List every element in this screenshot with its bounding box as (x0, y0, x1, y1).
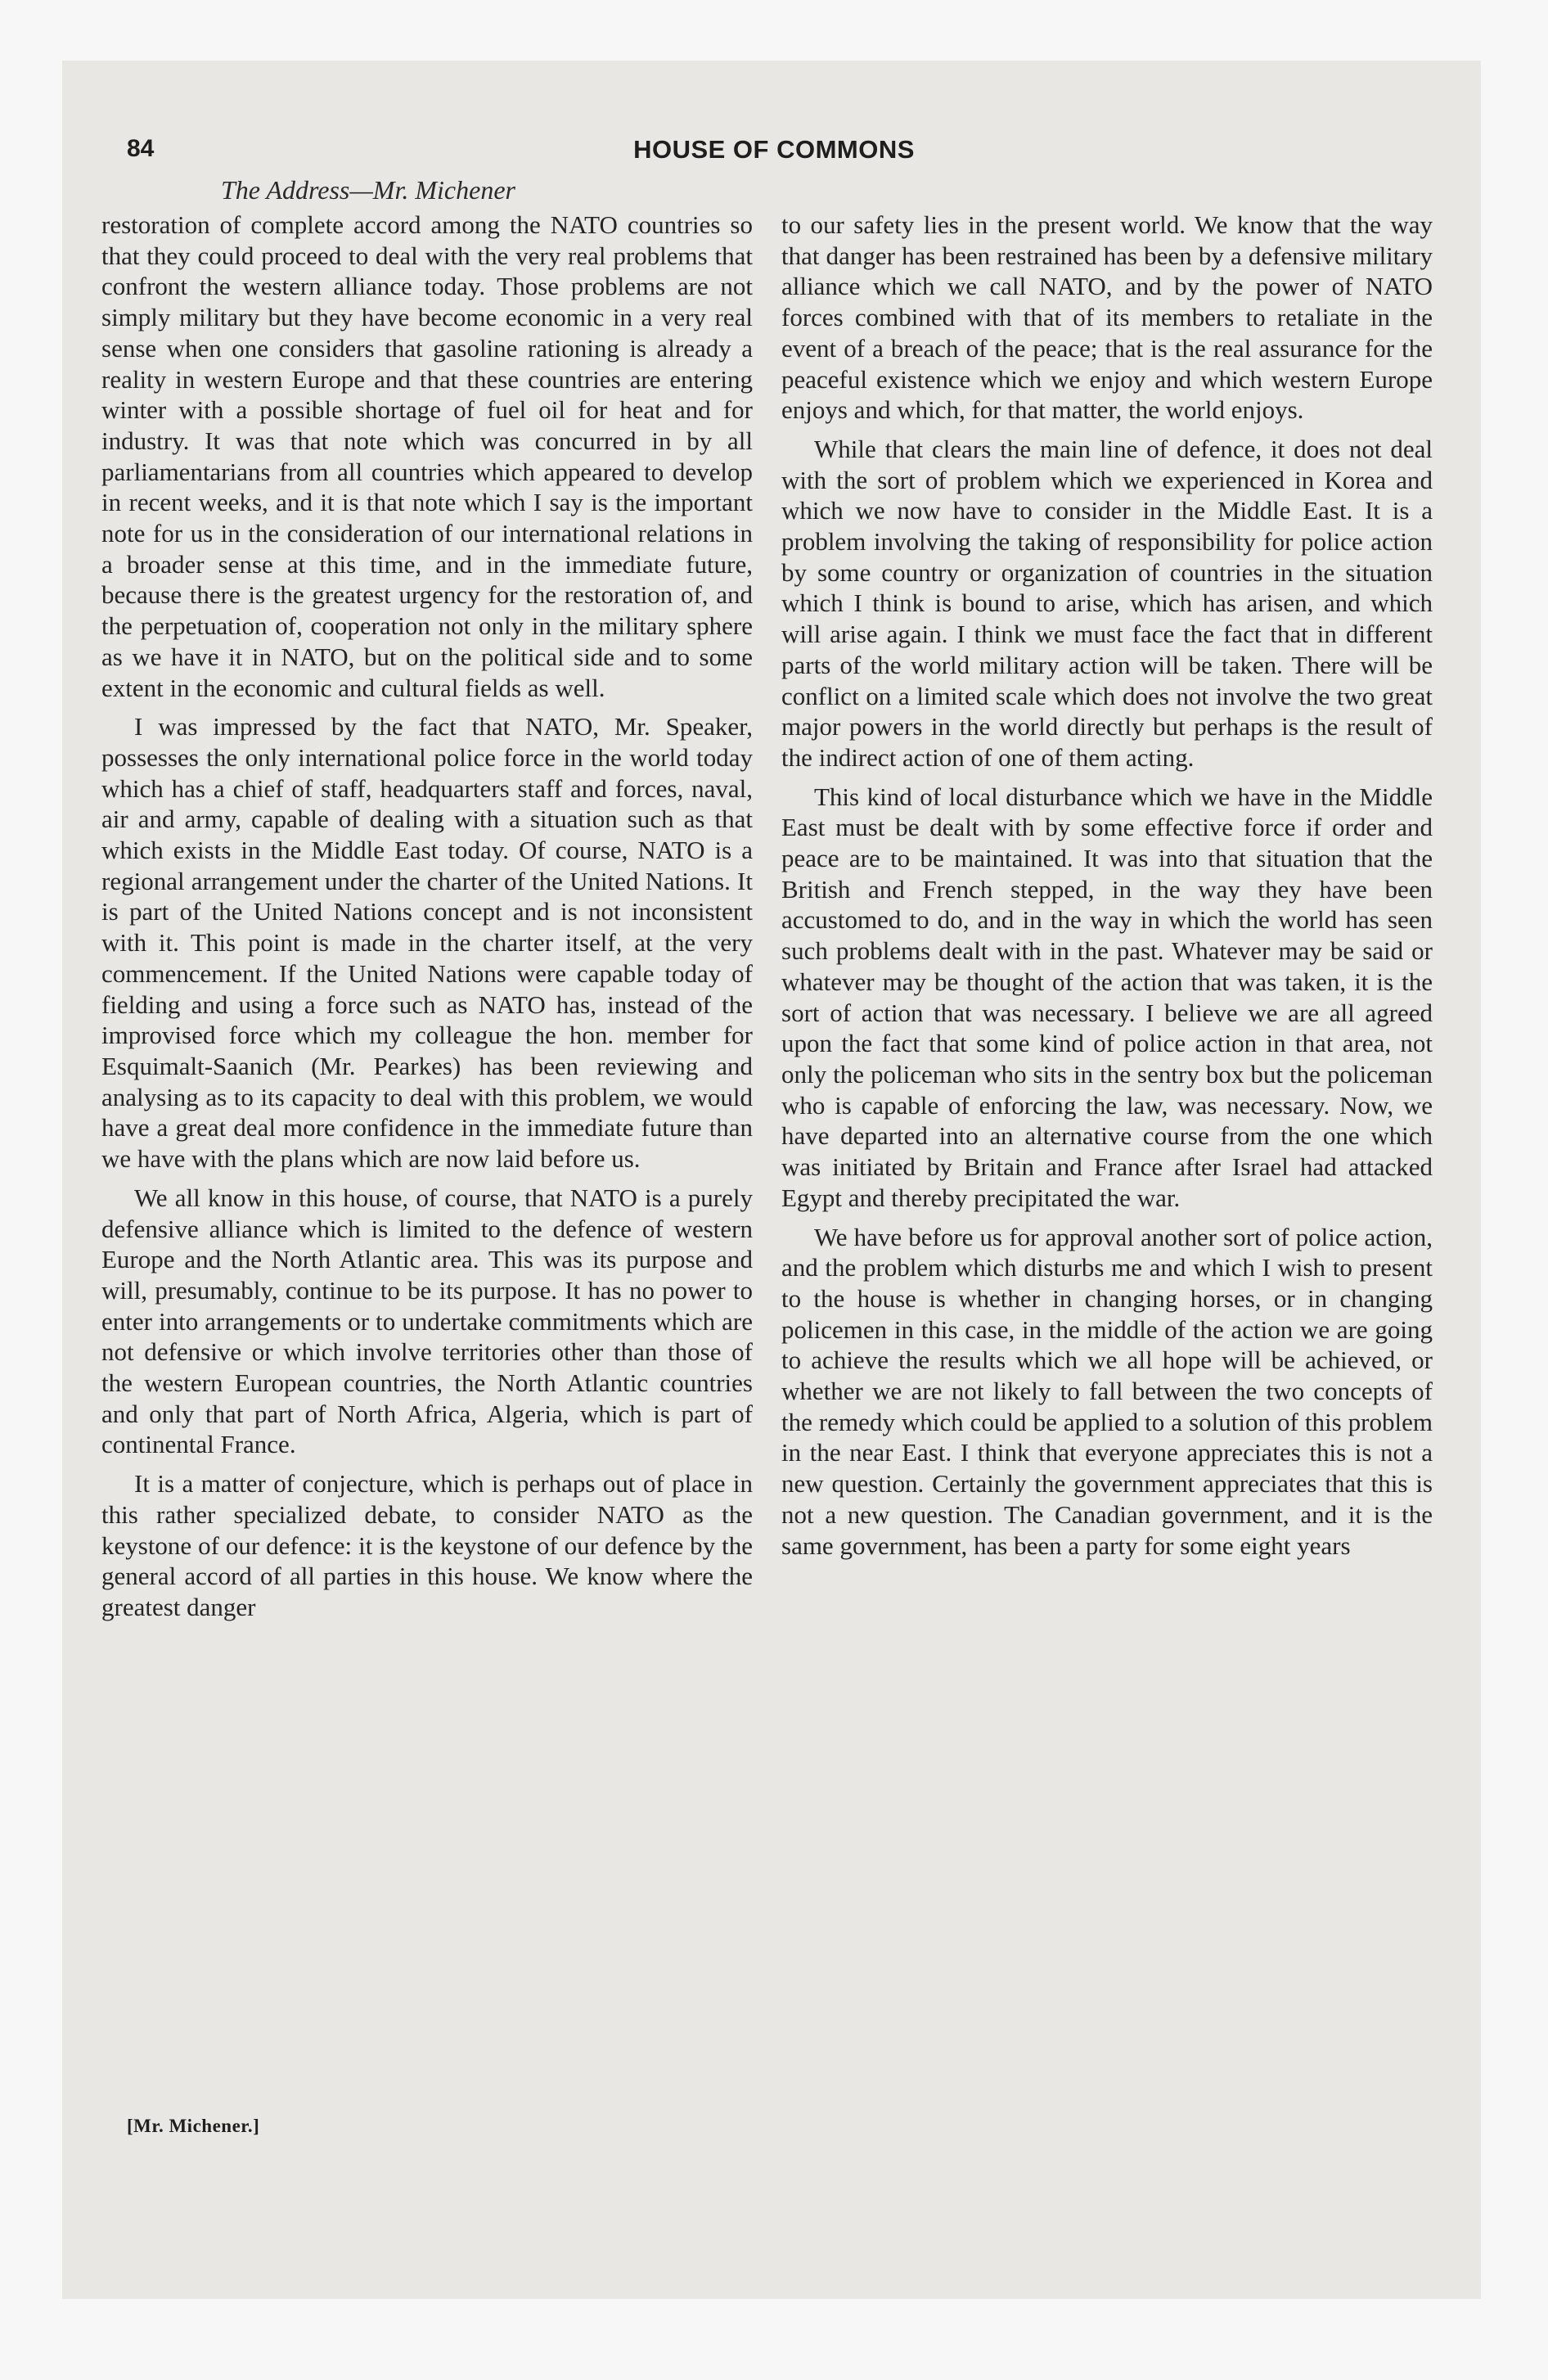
paragraph: to our safety lies in the present world. We know that the way that danger has been restrained has been by a defensive military alliance which we call NATO, and by the power of NATO forces combined with that of its members to retaliate in the event of a breach of the peace; that is the real assurance for the peaceful existence which we enjoy and which western Europe enjoys and which, for that matter, the world enjoys. (781, 210, 1433, 425)
speaker-footer: [Mr. Michener.] (127, 2116, 260, 2136)
running-head: HOUSE OF COMMONS (633, 135, 915, 164)
paragraph: We all know in this house, of course, that NATO is a purely defensive alliance which is limited to the defence of western Europe and the North Atlantic area. This was its purpose and will, presumably, continue to be its purpose. It has no power to enter into arrangements or to undertake commitments which are not defensive or which involve territories other than those of the western European countries, the North Atlantic countries and only that part of North Africa, Algeria, which is part of continental France. (101, 1183, 753, 1459)
section-subtitle: The Address—Mr. Michener (221, 175, 515, 205)
paragraph: While that clears the main line of defence, it does not deal with the sort of problem which we experienced in Korea and which we now have to consider in the Middle East. It is a problem involving the taking of responsibility for police action by some country or organization of countries in the situation which I think is bound to arise, which has arisen, and which will arise again. I think we must face the fact that in different parts of the world military action will be taken. There will be conflict on a limited scale which does not involve the two great major powers in the world directly but perhaps is the result of the indirect action of one of them acting. (781, 434, 1433, 772)
right-column (781, 210, 1433, 1569)
paragraph: We have before us for approval another sort of police action, and the problem which disturbs me and which I wish to present to the house is whether in changing horses, or in changing policemen in this case, in the middle of the action we are going to achieve the results which we all hope will be achieved, or whether we are not likely to fall between the two concepts of the remedy which could be applied to a solution of this problem in the near East. I think that everyone appreciates this is not a new question. Certainly the government appreciates that this is not a new question. The Canadian government, and it is the same government, has been a party for some eight years (781, 1222, 1433, 1560)
paragraph: This kind of local disturbance which we have in the Middle East must be dealt with by some effective force if order and peace are to be maintained. It was into that situation that the British and French stepped, in the way they have been accustomed to do, and in the way in which the world has seen such problems dealt with in the past. Whatever may be said or whatever may be thought of the action that was taken, it is the sort of action that was necessary. I believe we are all agreed upon the fact that some kind of police action in that area, not only the policeman who sits in the sentry box but the policeman who is capable of enforcing the law, was necessary. Now, we have departed into an alternative course from the one which was initiated by Britain and France after Israel had attacked Egypt and thereby precipitated the war. (781, 782, 1433, 1212)
paragraph: It is a matter of conjecture, which is perhaps out of place in this rather specialized debate, to consider NATO as the keystone of our defence: it is the keystone of our defence by the general accord of all parties in this house. We know where the greatest danger (101, 1469, 753, 1621)
left-column (101, 210, 753, 1631)
paragraph: restoration of complete accord among the NATO countries so that they could proceed to deal with the very real problems that confront the western alliance today. Those problems are not simply military but they have become economic in a very real sense when one considers that gasoline rationing is already a reality in western Europe and that these countries are entering winter with a possible shortage of fuel oil for heat and for industry. It was that note which was concurred in by all parliamentarians from all countries which appeared to develop in recent weeks, and it is that note which I say is the important note for us in the consideration of our international relations in a broader sense at this time, and in the immediate future, because there is the greatest urgency for the restoration of, and the perpetuation of, cooperation not only in the military sphere as we have it in NATO, but on the political side and to some extent in the economic and cultural fields as well. (101, 210, 753, 702)
paragraph: I was impressed by the fact that NATO, Mr. Speaker, possesses the only international police force in the world today which has a chief of staff, headquarters staff and forces, naval, air and army, capable of dealing with a situation such as that which exists in the Middle East today. Of course, NATO is a regional arrangement under the charter of the United Nations. It is part of the United Nations concept and is not inconsistent with it. This point is made in the charter itself, at the very commencement. If the United Nations were capable today of fielding and using a force such as NATO has, instead of the improvised force which my colleague the hon. member for Esquimalt-Saanich (Mr. Pearkes) has been reviewing and analysing as to its capacity to deal with this problem, we would have a great deal more confidence in the immediate future than we have with the plans which are now laid before us. (101, 712, 753, 1174)
page-number: 84 (127, 135, 155, 162)
